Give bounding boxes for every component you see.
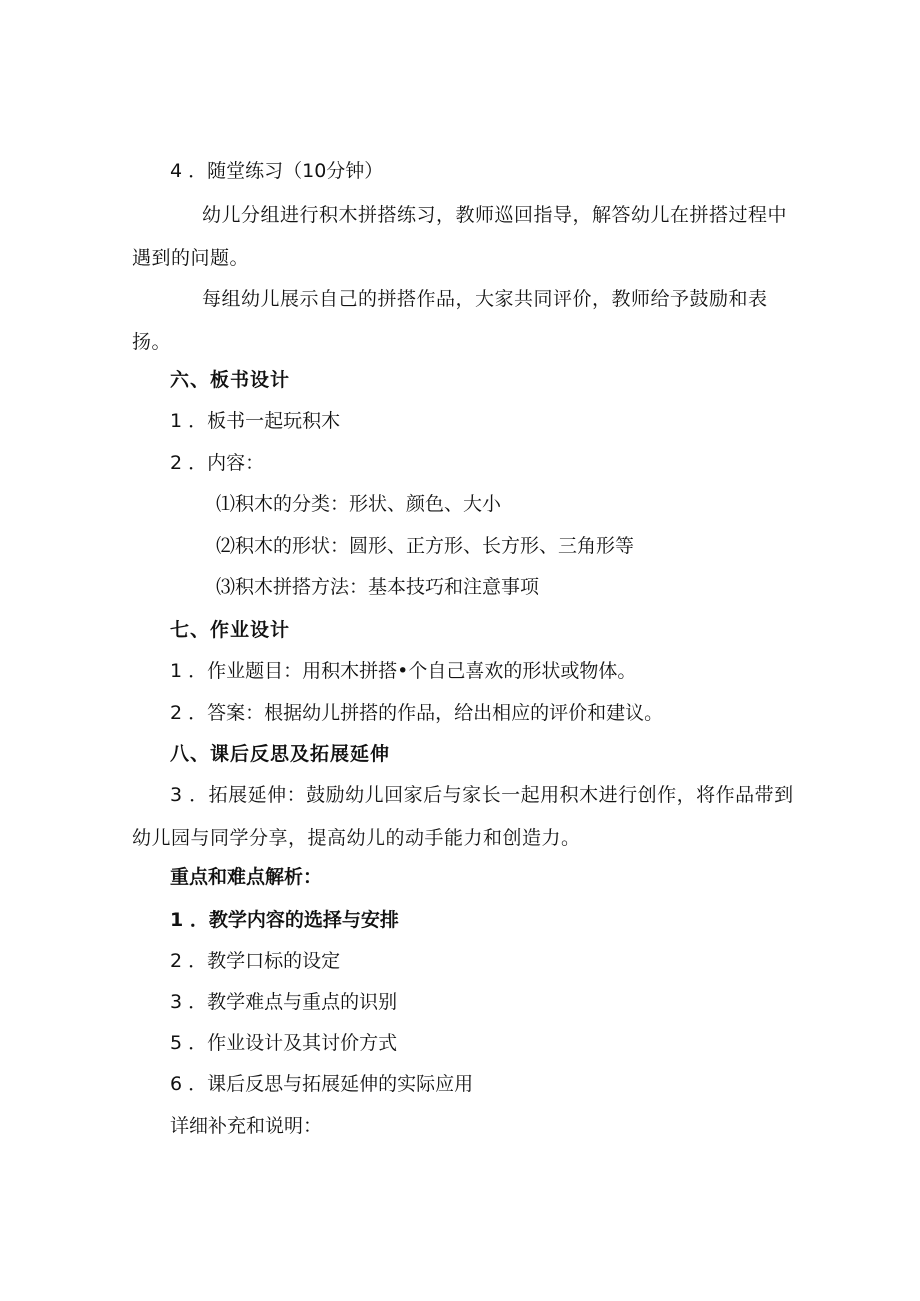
board-item-1: 1 ．板书一起玩积木 [170,410,341,432]
board-subitem-1: ⑴积木的分类：形状、颜色、大小 [216,493,502,515]
practice-paragraph-1: 幼儿分组进行积木拼搭练习，教师巡回指导，解答幼儿在拼搭过程中遇到的问题。 [132,204,788,269]
keypoints-note: 详细补充和说明： [170,1115,323,1137]
homework-item-2: 2 ．答案：根据幼儿拼搭的作品，给出相应的评价和建议。 [170,702,664,724]
board-item-2: 2 ．内容： [170,452,265,474]
board-subitem-3: ⑶积木拼搭方法：基本技巧和注意事项 [216,576,540,598]
keypoints-item-5: 6 ．课后反思与拓展延伸的实际应用 [170,1073,474,1095]
homework-heading: 七、作业设计 [170,619,291,641]
practice-paragraph-2: 每组幼儿展示自己的拼搭作品，大家共同评价，教师给予鼓励和表扬。 [132,288,768,353]
reflection-heading: 八、课后反思及拓展延伸 [170,743,391,765]
keypoints-heading: 重点和难点解析： [170,866,323,888]
keypoints-item-3: 3 ．教学难点与重点的识别 [170,991,398,1013]
reflection-paragraph: 3 ．拓展延伸：鼓励幼儿回家后与家长一起用积木进行创作，将作品带到幼儿园与同学分享，提高幼儿的动手能力和创造力。 [132,784,794,849]
homework-item-1: 1 ．作业题目：用积木拼搭•个自己喜欢的形状或物体。 [170,660,637,682]
keypoints-item-2: 2 ．教学口标的设定 [170,950,341,972]
practice-title: 4 ．随堂练习（10分钟） [170,160,384,182]
board-design-heading: 六、板书设计 [170,369,291,391]
board-subitem-2: ⑵积木的形状：圆形、正方形、长方形、三角形等 [216,535,635,557]
keypoints-item-1: 1 ．教学内容的选择与安排 [170,909,399,931]
keypoints-item-4: 5 ．作业设计及其讨价方式 [170,1032,398,1054]
